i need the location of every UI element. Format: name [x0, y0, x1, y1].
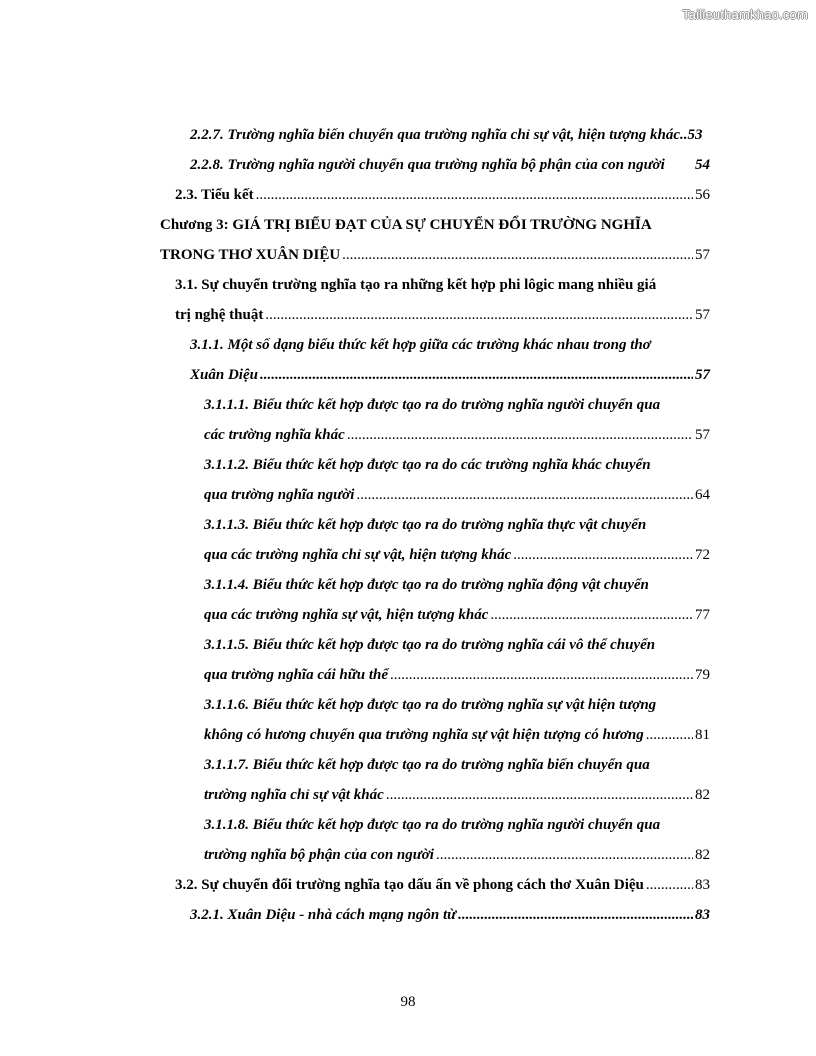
- toc-entry-text-line1: 3.1.1.4. Biểu thức kết hợp được tạo ra do trường nghĩa động vật chuyển: [204, 577, 649, 593]
- toc-entry-2-2-8[interactable]: [190, 155, 710, 175]
- toc-leader-dots: [490, 605, 693, 625]
- toc-entry-3-1[interactable]: [175, 275, 710, 295]
- toc-page-number: 82: [695, 847, 710, 863]
- toc-leader-dots: [646, 875, 693, 895]
- toc-entry-3-1-1-4-cont[interactable]: [204, 605, 710, 625]
- toc-page-number: 57: [695, 247, 710, 263]
- toc-entry-text: 2.3. Tiểu kết: [175, 187, 254, 203]
- toc-entry-chapter-3-cont[interactable]: [160, 245, 710, 265]
- toc-entry-3-1-1-7-cont[interactable]: [204, 785, 710, 805]
- toc-entry-3-1-1-1-cont[interactable]: [204, 425, 710, 445]
- toc-entry-text-line1: Chương 3: GIÁ TRỊ BIỂU ĐẠT CỦA SỰ CHUYỂN ĐỔI TRƯỜNG NGHĨA: [160, 217, 652, 233]
- toc-leader-dots: [646, 725, 693, 745]
- toc-page-number: 82: [695, 787, 710, 803]
- toc-entry-text-line1: 3.1.1.5. Biểu thức kết hợp được tạo ra do trường nghĩa cái vô thể chuyển: [204, 637, 656, 653]
- toc-entry-text-line2: qua trường nghĩa người: [204, 487, 355, 503]
- toc-entry-text-line2: qua các trường nghĩa sự vật, hiện tượng khác: [204, 607, 489, 623]
- toc-leader-dots: [342, 245, 693, 265]
- toc-entry-text-line1: 3.1.1.2. Biểu thức kết hợp được tạo ra do các trường nghĩa khác chuyển: [204, 457, 651, 473]
- toc-entry-text-line1: 3.1.1.6. Biểu thức kết hợp được tạo ra do trường nghĩa sự vật hiện tượng: [204, 697, 657, 713]
- toc-leader-dots: [260, 365, 693, 385]
- toc-entry-text-line2: trường nghĩa bộ phận của con người: [204, 847, 434, 863]
- toc-entry-text: 2.2.7. Trường nghĩa biến chuyển qua trường nghĩa chỉ sự vật, hiện tượng khác..: [190, 127, 688, 143]
- toc-entry-text-line2: không có hương chuyển qua trường nghĩa sự vật hiện tượng có hương: [204, 727, 644, 743]
- toc-entry-3-1-1-2[interactable]: [204, 455, 710, 475]
- toc-entry-3-2[interactable]: [175, 875, 710, 895]
- toc-page-number: 57: [695, 367, 710, 383]
- toc-page-number: 83: [695, 907, 710, 923]
- toc-entry-text-line2: qua các trường nghĩa chỉ sự vật, hiện tượng khác: [204, 547, 512, 563]
- toc-leader-dots: [513, 545, 693, 565]
- toc-entry-text-line2: qua trường nghĩa cái hữu thể: [204, 667, 388, 683]
- toc-entry-2-2-7[interactable]: [190, 125, 710, 145]
- toc-entry-text-line2: trị nghệ thuật: [175, 307, 264, 323]
- toc-entry-text-line1: 3.1.1.1. Biểu thức kết hợp được tạo ra do trường nghĩa người chuyển qua: [204, 397, 661, 413]
- toc-entry-text-line2: Xuân Diệu: [190, 367, 258, 383]
- toc-leader-dots: [256, 185, 693, 205]
- toc-entry-3-1-1-8[interactable]: [204, 815, 710, 835]
- toc-entry-text-line2: TRONG THƠ XUÂN DIỆU: [160, 247, 341, 263]
- toc-entry-text-line1: 3.1. Sự chuyển trường nghĩa tạo ra những kết hợp phi lôgic mang nhiều giá: [175, 277, 657, 293]
- toc-entry-text-line1: 3.1.1.3. Biểu thức kết hợp được tạo ra do trường nghĩa thực vật chuyển: [204, 517, 647, 533]
- toc-entry-3-1-1-2-cont[interactable]: [204, 485, 710, 505]
- toc-entry-text: 2.2.8. Trường nghĩa người chuyển qua trường nghĩa bộ phận của con người: [190, 157, 665, 173]
- toc-entry-3-1-1-3[interactable]: [204, 515, 710, 535]
- toc-leader-dots: [386, 785, 693, 805]
- toc-page-number: 54: [695, 157, 710, 173]
- toc-entry-text-line2: các trường nghĩa khác: [204, 427, 345, 443]
- toc-page-number: 83: [695, 877, 710, 893]
- page-number: 98: [400, 994, 416, 1010]
- toc-page-number: 81: [695, 727, 710, 743]
- toc-leader-dots: [265, 305, 693, 325]
- toc-page-number: 56: [695, 187, 710, 203]
- toc-entry-text-line1: 3.1.1.8. Biểu thức kết hợp được tạo ra do trường nghĩa người chuyển qua: [204, 817, 661, 833]
- toc-entry-text: 3.2.1. Xuân Diệu - nhà cách mạng ngôn từ: [190, 907, 457, 923]
- toc-leader-dots: [436, 845, 693, 865]
- toc-entry-3-1-1[interactable]: [190, 335, 710, 355]
- toc-leader-dots: [458, 905, 693, 925]
- toc-page-number: 57: [695, 307, 710, 323]
- toc-entry-text: 3.2. Sự chuyển đổi trường nghĩa tạo dấu ấn về phong cách thơ Xuân Diệu: [175, 877, 644, 893]
- toc-entry-3-1-1-4[interactable]: [204, 575, 710, 595]
- toc-entry-3-1-1-5-cont[interactable]: [204, 665, 710, 685]
- toc-entry-text-line2: trường nghĩa chỉ sự vật khác: [204, 787, 384, 803]
- toc-entry-3-1-1-6-cont[interactable]: [204, 725, 710, 745]
- toc-page-number: 57: [695, 427, 710, 443]
- toc-page-number: 53: [687, 127, 703, 143]
- toc-entry-chapter-3[interactable]: [160, 215, 710, 235]
- toc-page-number: 64: [695, 487, 710, 503]
- toc-entry-3-1-1-8-cont[interactable]: [204, 845, 710, 865]
- watermark: Tailieuthamkhao.com: [682, 7, 808, 22]
- toc-leader-dots: [356, 485, 693, 505]
- toc-page-number: 79: [695, 667, 710, 683]
- toc-entry-3-1-cont[interactable]: [175, 305, 710, 325]
- toc-leader-dots: [390, 665, 693, 685]
- toc-entry-3-1-1-7[interactable]: [204, 755, 710, 775]
- toc-entry-3-1-1-3-cont[interactable]: [204, 545, 710, 565]
- toc-entry-2-3[interactable]: [175, 185, 710, 205]
- toc-entry-3-1-1-cont[interactable]: [190, 365, 710, 385]
- toc-leader-dots: [347, 425, 693, 445]
- toc-page-number: 72: [695, 547, 710, 563]
- toc-page-number: 77: [695, 607, 710, 623]
- toc-entry-3-1-1-6[interactable]: [204, 695, 710, 715]
- toc-entry-text-line1: 3.1.1.7. Biểu thức kết hợp được tạo ra do trường nghĩa biến chuyển qua: [204, 757, 650, 773]
- toc-entry-3-1-1-1[interactable]: [204, 395, 710, 415]
- toc-entry-text-line1: 3.1.1. Một số dạng biểu thức kết hợp giữa các trường khác nhau trong thơ: [190, 337, 651, 353]
- toc-entry-3-2-1[interactable]: [190, 905, 710, 925]
- toc-entry-3-1-1-5[interactable]: [204, 635, 710, 655]
